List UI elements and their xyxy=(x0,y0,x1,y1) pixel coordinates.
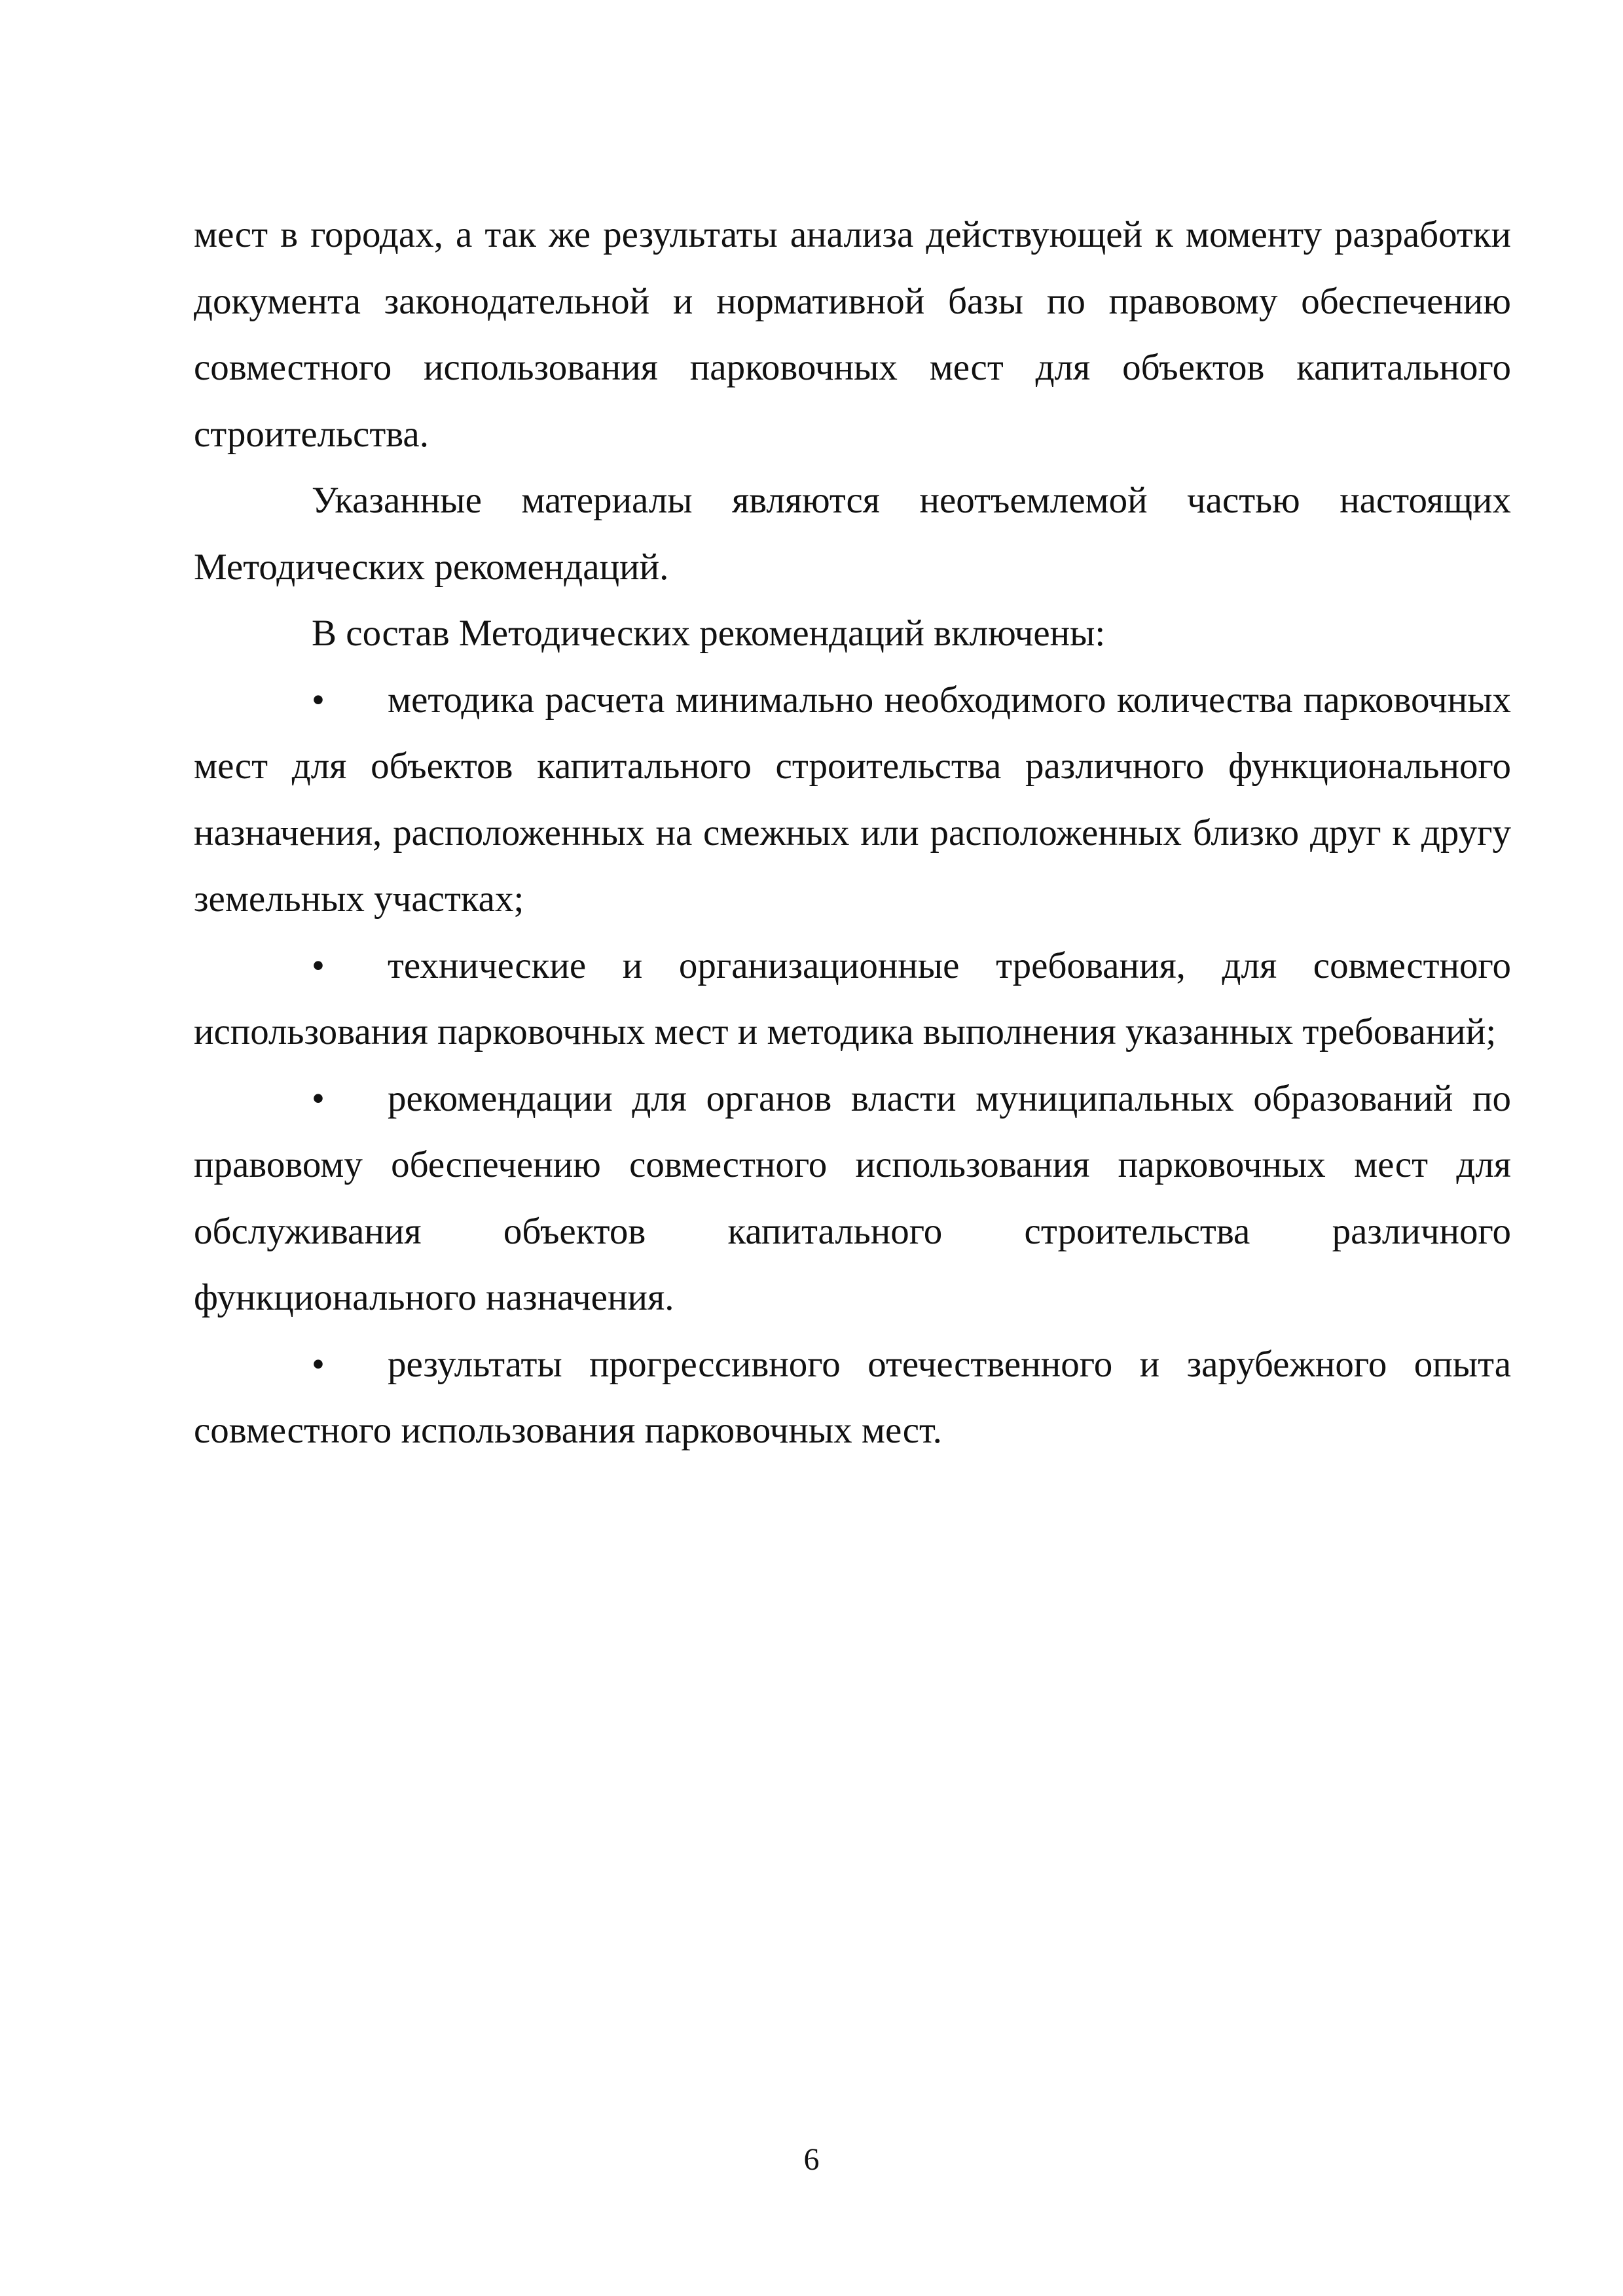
list-item xyxy=(194,1331,1511,1464)
paragraph-contents-intro: В состав Методических рекомендаций включены: xyxy=(312,613,1106,654)
list-item-text: технические и организационные требования, для совместного использования парковочных мест и методика выполнения указанных требований; xyxy=(194,944,1511,1052)
list-item xyxy=(194,1066,1511,1331)
list-item-text: результаты прогрессивного отечественного и зарубежного опыта совместного использования парковочных мест. xyxy=(194,1343,1511,1451)
page-number: 6 xyxy=(803,2142,820,2177)
paragraph-materials: Указанные материалы являются неотъемлемой частью настоящих Методических рекомендаций. xyxy=(194,480,1511,588)
body-text xyxy=(194,202,1511,1464)
bullet-icon: • xyxy=(312,1077,325,1119)
bullet-icon: • xyxy=(312,1343,325,1385)
paragraph-continued: мест в городах, а так же результаты анализа действующей к моменту разработки документа законодательной и нормативной базы по правовому обеспечению совместного использования парковочных мест для объектов капитального строительства. xyxy=(194,214,1511,455)
bullet-icon: • xyxy=(312,944,325,986)
list-item-text: рекомендации для органов власти муниципальных образований по правовому обеспечению совместного использования парковочных мест для обслуживания объектов капитального строительства различного функционального назначения. xyxy=(194,1077,1511,1318)
list-item-text: методика расчета минимально необходимого количества парковочных мест для объектов капитального строительства различного функционального назначения, расположенных на смежных или расположенных близко друг к другу земельных участках; xyxy=(194,679,1511,920)
bullet-icon: • xyxy=(312,679,325,721)
list-item xyxy=(194,667,1511,933)
list-item xyxy=(194,933,1511,1066)
